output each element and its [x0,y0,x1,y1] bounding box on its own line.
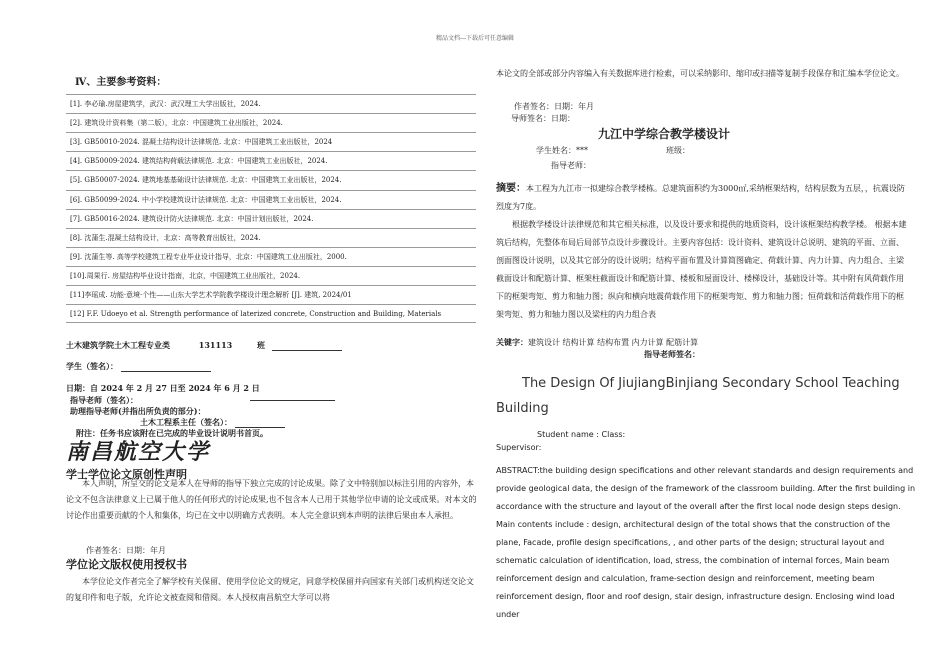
advisor-sign-line: 指导老师（签名）： [70,395,138,405]
originality-sign: 作者签名：日期：年月 [86,546,166,555]
advisor-label: 指导老师： [551,161,591,170]
date-line: 日期：自 2024 年 2 月 27 日至 2024 年 6 月 2 日 [66,383,260,393]
reference-item: [6]. GB50099-2024. 中小学校建筑设计法律规范. 北京：中国建筑工业出版社，2024. [66,190,476,209]
date-underline [250,391,335,401]
reference-item: [2]. 建筑设计资料集（第二版），北京：中国建筑工业出版社，2024. [66,113,476,132]
college-line [66,340,342,351]
reference-item: [1]. 李必瑜.房屋建筑学，武汉：武汉理工大学出版社，2024. [66,94,476,113]
student-sign-label: 学生（签名）： [66,361,118,371]
university-logo-calligraphy: 南昌航空大学 [66,439,211,465]
reference-item: [10].周果行. 房屋结构毕业设计指南，北京，中国建筑工业出版社，2024. [66,266,476,285]
college-major-text: 土木建筑学院土木工程专业类 [66,340,170,350]
reference-item: [12] F.F. Udoeyo et al. Strength performance of laterized concrete, Construction and Building, Materials [66,304,476,323]
reference-item: [9]. 沈蒲生等. 高等学校建筑工程专业毕业设计指导，北京：中国建筑工业出版社，2000. [66,247,476,266]
copyright-title: 学位论文版权使用授权书 [66,558,187,571]
class-underline [272,341,342,351]
abstract-zh-body: 根据教学楼设计法律规范和其它相关标准，以及设计要求和提供的地质资料，设计该框架结构教学楼。 根据本建筑后结构，先整体布局后局部节点设计步骤设计。主要内容包括：设计资料、建筑设计总说明、建筑的平面、立面、剖面图设计说明，以及其它部分的设计说明；结构平面布置及计算简图确定、荷载计算、内力计算、内力组合、主梁截面设计和配筋计算、框架柱截面设计和配筋计算、楼板和屋面设计、楼梯设计，基础设计等。其中附有风荷载作用下的框架弯矩、剪力和轴力图；纵向和横向地震荷载作用下的框架弯矩、剪力和轴力图；恒荷载和活荷载作用下的框架弯矩、剪力和轴力图以及梁柱的内力组合表 [496,220,907,319]
reference-item: [11]李瑶成. 功能·意境·个性——山东大学艺术学院教学楼设计理念解析 [J]. 建筑, 2024/01 [66,285,476,304]
class-number: 131113 [198,340,233,350]
class-label-right: 班级： [666,146,690,155]
dept-head-sign-underline [235,418,285,428]
originality-body: 本人声明，所呈交的论文是本人在导师的指导下独立完成的讨论成果。除了文中特别加以标注引用的内容外，本论文不包含法律意义上已属于他人的任何形式的讨论成果,也不包含本人已用于其他学位申请的论文或成果。对本文的讨论作出重要贡献的个人和集体，均已在文中以明确方式表明。本人完全意识到本声明的法律后果由本人承担。 [66,479,477,520]
reference-item: [4]. GB50009-2024. 建筑结构荷载法律规范. 北京：中国建筑工业出版社，2024. [66,151,476,170]
form-note: 附注：任务书应该附在已完成的毕业设计说明书首页。 [76,428,268,438]
reference-item: [3]. GB50010-2024. 混凝土结构设计法律规范. 北京：中国建筑工业出版社，2024 [66,132,476,151]
class-label: 班 [257,340,265,350]
student-sign-underline [121,362,211,372]
abstract-zh [496,180,908,216]
english-student-class: Student name : Class: [537,430,626,439]
keywords-label: 关键字： [496,337,528,347]
dept-head-sign-label: 土木工程系主任（签名）： [140,417,232,427]
advisor-sign-right: 指导老师签名： [644,349,700,359]
copyright-body: 本学位论文作者完全了解学校有关保留、使用学位论文的规定，同意学校保留并向国家有关部门或机构送交论文的复印件和电子版，允许论文被查阅和借阅。本人授权南昌航空大学可以将 [66,577,474,602]
copyright-author-sign: 作者签名：日期：年月 [514,102,594,111]
dept-head-sign-line [140,417,285,428]
reference-item: [5]. GB50007-2024. 建筑地基基础设计法律规范. 北京：中国建筑工业出版社，2024. [66,170,476,189]
reference-item: [7]. GB50016-2024. 建筑设计防火法律规范. 北京：中国计划出版社，2024. [66,209,476,228]
english-title: The Design Of JiujiangBinjiang Secondary School Teaching Building [496,376,900,416]
copyright-teacher-sign: 导师签名：日期： [511,114,575,123]
abstract-zh-label: 摘要： [496,183,526,194]
assistant-advisor-sign-line: 助理指导老师(并指出所负责的部分)： [70,406,206,416]
page-header: 精品文档---下载后可任意编辑 [435,35,515,42]
originality-title: 学士学位论文原创性声明 [66,468,187,481]
abstract-zh-text: 本工程为九江市一拟建综合教学楼栋。总建筑面积约为3000㎡,采纳框架结构，结构层数为五层，，抗震设防烈度为7度。 [496,184,905,211]
keywords-text: 建筑设计 结构计算 结构布置 内力计算 配筋计算 [528,338,699,347]
reference-item: [8]. 沈蒲生.混凝土结构设计，北京：高等教育出版社，2024. [66,228,476,247]
student-sign-line [66,361,211,372]
copyright-continued: 本论文的全部或部分内容编入有关数据库进行检索，可以采纳影印、缩印或扫描等复制手段保存和汇编本学位论文。 [496,69,904,78]
student-name-label: 学生姓名：*** [536,146,588,155]
references-title: Ⅳ、主要参考资料： [75,77,167,88]
references-table-bottom-rule [66,322,476,323]
english-supervisor: Supervisor: [496,443,542,452]
english-abstract: ABSTRACT:the building design specifications and other relevant standards and design requirements and provide geological data, the design of the framework of the classroom building. After the first building in accordance with the structure and layout of the overall after the first local node design steps design. Main contents include : design, architectural design of the total shows that the construction of the plane, Facade, profile design specifications, , and other parts of the design; structural layout and schematic calculation of identification, load, stress, the combination of internal forces, Main beam reinforcement design and calculation, frame-section design and reinforcement, meeting beam reinforcement design, floor and roof design, stair design, infrastructure design. Enclosing wind load under [496,466,916,619]
thesis-title: 九江中学综合教学楼设计 [598,127,731,141]
